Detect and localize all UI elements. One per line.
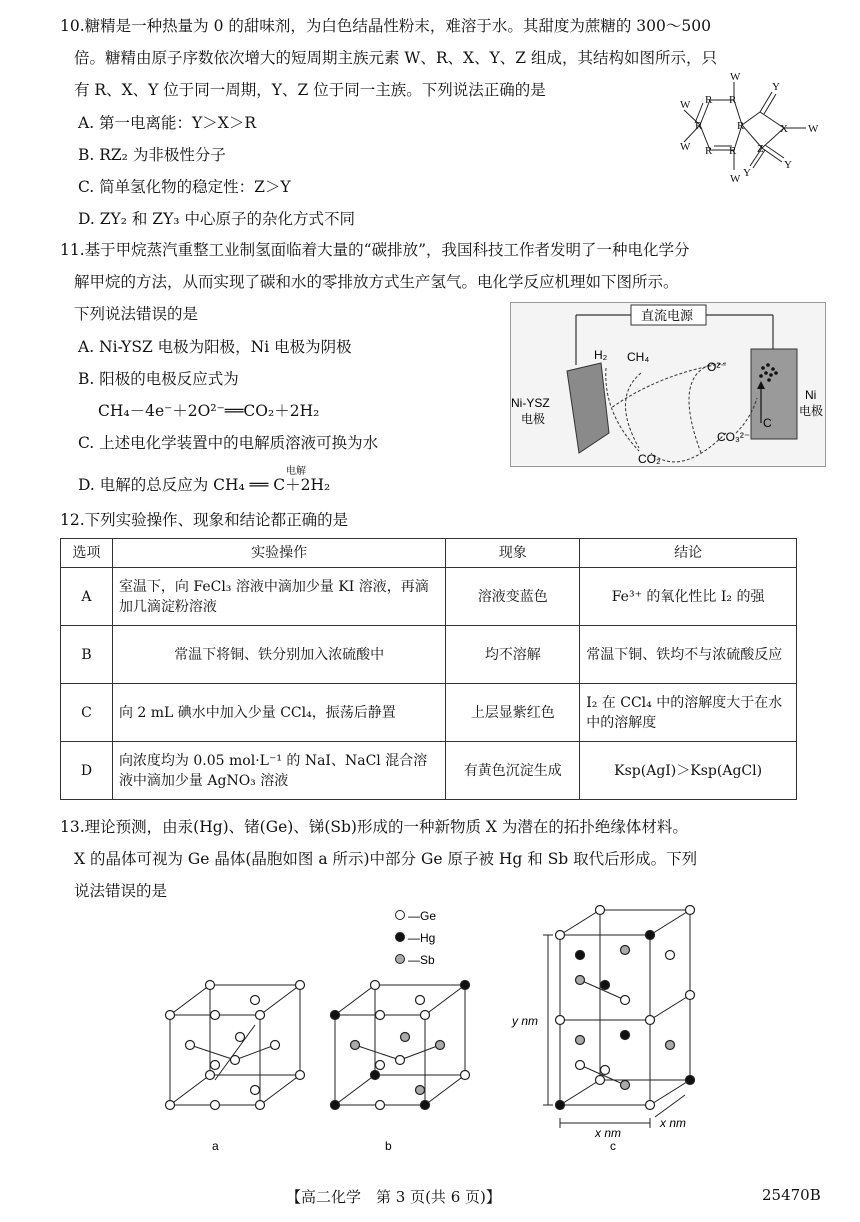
label-y-nm: y nm	[512, 1014, 539, 1028]
atom-w-right: W	[808, 123, 819, 135]
table-cell: 有黄色沉淀生成	[446, 742, 580, 800]
label-co2: CO₂	[638, 452, 661, 466]
q10-option-c: C. 简单氢化物的稳定性：Z＞Y	[78, 178, 291, 196]
label-ni-ysz-electrode: 电极	[521, 412, 546, 426]
cell-c	[560, 910, 690, 1105]
label-ni-electrode: 电极	[799, 404, 824, 418]
atom-r-1: R	[729, 94, 737, 106]
power-supply-label: 直流电源	[641, 309, 694, 324]
saccharin-structure-diagram	[680, 70, 830, 200]
q11-option-c: C. 上述电化学装置中的电解质溶液可换为水	[78, 434, 379, 452]
atom-w-bottom: W	[730, 173, 741, 185]
q11-line-1: 11.基于甲烷蒸汽重整工业制氢面临着大量的“碳排放”，我国科技工作者发明了一种电化学分	[60, 241, 690, 259]
table-header-row	[61, 539, 797, 568]
cell-c-atoms	[556, 906, 695, 1110]
header-option: 选项	[61, 539, 113, 568]
electrolysis-condition: 电解	[286, 466, 306, 477]
label-b: b	[385, 1139, 392, 1153]
cell-a-atoms	[166, 981, 305, 1110]
legend-ge: —Ge	[408, 909, 437, 923]
q11-option-d: D. 电解的总反应为 CH₄ ══ C＋2H₂	[78, 476, 331, 494]
header-conclusion: 结论	[580, 539, 797, 568]
table-cell: 常温下将铜、铁分别加入浓硫酸中	[112, 626, 445, 684]
q13-line-1: 13.理论预测，由汞(Hg)、锗(Ge)、锑(Sb)形成的一种新物质 X 为潜在的拓扑绝缘体材料。	[60, 818, 688, 836]
cell-c-dimensions	[543, 935, 685, 1128]
table-cell: 溶液变蓝色	[446, 568, 580, 626]
q10-option-d: D. ZY₂ 和 ZY₃ 中心原子的杂化方式不同	[78, 210, 355, 228]
ni-ysz-electrode	[567, 363, 609, 453]
label-x-nm: x nm	[595, 1126, 622, 1140]
atom-x: X	[780, 123, 788, 135]
q11-line-2: 解甲烷的方法，从而实现了碳和水的零排放方式生产氢气。电化学反应机理如下图所示。	[74, 273, 679, 291]
label-ni-ysz: Ni-YSZ	[511, 396, 550, 410]
q11-option-a: A. Ni-YSZ 电极为阳极，Ni 电极为阴极	[78, 338, 352, 356]
table-cell: D	[61, 742, 113, 800]
table-row	[61, 742, 797, 800]
electrolysis-figure	[510, 302, 826, 467]
page-footer: 【高二化学 第 3 页(共 6 页)】	[286, 1188, 501, 1206]
atom-r-3: R	[695, 120, 703, 132]
table-row	[61, 626, 797, 684]
label-c: C	[763, 416, 772, 430]
table-cell: 上层显紫红色	[446, 684, 580, 742]
table-cell: Fe³⁺ 的氧化性比 I₂ 的强	[580, 568, 797, 626]
q11-line-3: 下列说法错误的是	[74, 305, 199, 323]
atom-z: Z	[757, 143, 764, 155]
q10-line-1: 10.糖精是一种热量为 0 的甜味剂，为白色结晶性粉末，难溶于水。其甜度为蔗糖的 300～500	[60, 17, 711, 35]
header-operation: 实验操作	[112, 539, 445, 568]
table-cell: 向 2 mL 碘水中加入少量 CCl₄，振荡后静置	[112, 684, 445, 742]
label-co3: CO₃²⁻	[717, 430, 751, 444]
atom-y-lower-right: Y	[784, 159, 792, 171]
experiment-table	[60, 538, 797, 800]
table-row	[61, 568, 797, 626]
label-h2: H₂	[594, 348, 608, 362]
atom-r-2: R	[705, 94, 713, 106]
table-row	[61, 684, 797, 742]
label-o2: O²⁻	[707, 360, 727, 374]
legend-hg: —Hg	[408, 931, 436, 945]
atom-r-5: R	[729, 145, 737, 157]
atom-y-lower-left: Y	[743, 167, 751, 179]
q10-line-3: 有 R、X、Y 位于同一周期，Y、Z 位于同一主族。下列说法正确的是	[74, 81, 546, 99]
q13-line-2: X 的晶体可视为 Ge 晶体(晶胞如图 a 所示)中部分 Ge 原子被 Hg 和 Sb 取代后形成。下列	[74, 850, 698, 868]
q12-title: 12.下列实验操作、现象和结论都正确的是	[60, 511, 349, 529]
exam-code: 25470B	[762, 1186, 821, 1204]
legend	[396, 909, 437, 967]
table-cell: Ksp(AgI)＞Ksp(AgCl)	[580, 742, 797, 800]
table-cell: C	[61, 684, 113, 742]
atom-r-6: R	[737, 120, 745, 132]
q11-anode-equation: CH₄－4e⁻＋2O²⁻══CO₂＋2H₂	[98, 402, 320, 420]
label-x-nm-depth: x nm	[660, 1116, 687, 1130]
ni-electrode	[751, 349, 797, 439]
label-a: a	[212, 1139, 219, 1153]
atom-y-top: Y	[772, 81, 780, 93]
table-cell: A	[61, 568, 113, 626]
table-cell: I₂ 在 CCl₄ 中的溶解度大于在水中的溶解度	[580, 684, 797, 742]
atom-w-top: W	[730, 71, 741, 83]
q10-option-a: A. 第一电离能：Y＞X＞R	[78, 114, 256, 132]
q13-line-3: 说法错误的是	[74, 882, 168, 900]
q10-option-b: B. RZ₂ 为非极性分子	[78, 146, 226, 164]
electrolysis-diagram	[511, 303, 825, 466]
legend-sb: —Sb	[408, 953, 435, 967]
cell-b-atoms	[331, 981, 470, 1110]
label-ni: Ni	[805, 388, 817, 402]
table-cell: 常温下铜、铁均不与浓硫酸反应	[580, 626, 797, 684]
table-cell: 均不溶解	[446, 626, 580, 684]
crystal-cells-figure	[160, 905, 700, 1155]
table-cell: B	[61, 626, 113, 684]
table-cell: 向浓度均为 0.05 mol·L⁻¹ 的 NaI、NaCl 混合溶液中滴加少量 AgNO₃ 溶液	[112, 742, 445, 800]
label-ch4: CH₄	[627, 350, 650, 364]
q11-option-b: B. 阳极的电极反应式为	[78, 370, 239, 388]
label-c: c	[610, 1139, 616, 1153]
atom-w-left-top: W	[680, 99, 691, 111]
table-cell: 室温下，向 FeCl₃ 溶液中滴加少量 KI 溶液，再滴加几滴淀粉溶液	[112, 568, 445, 626]
q10-line-2: 倍。糖精由原子序数依次增大的短周期主族元素 W、R、X、Y、Z 组成，其结构如图所示，只	[74, 49, 717, 67]
header-phenomenon: 现象	[446, 539, 580, 568]
atom-w-left-bottom: W	[680, 141, 691, 153]
atom-r-4: R	[705, 145, 713, 157]
